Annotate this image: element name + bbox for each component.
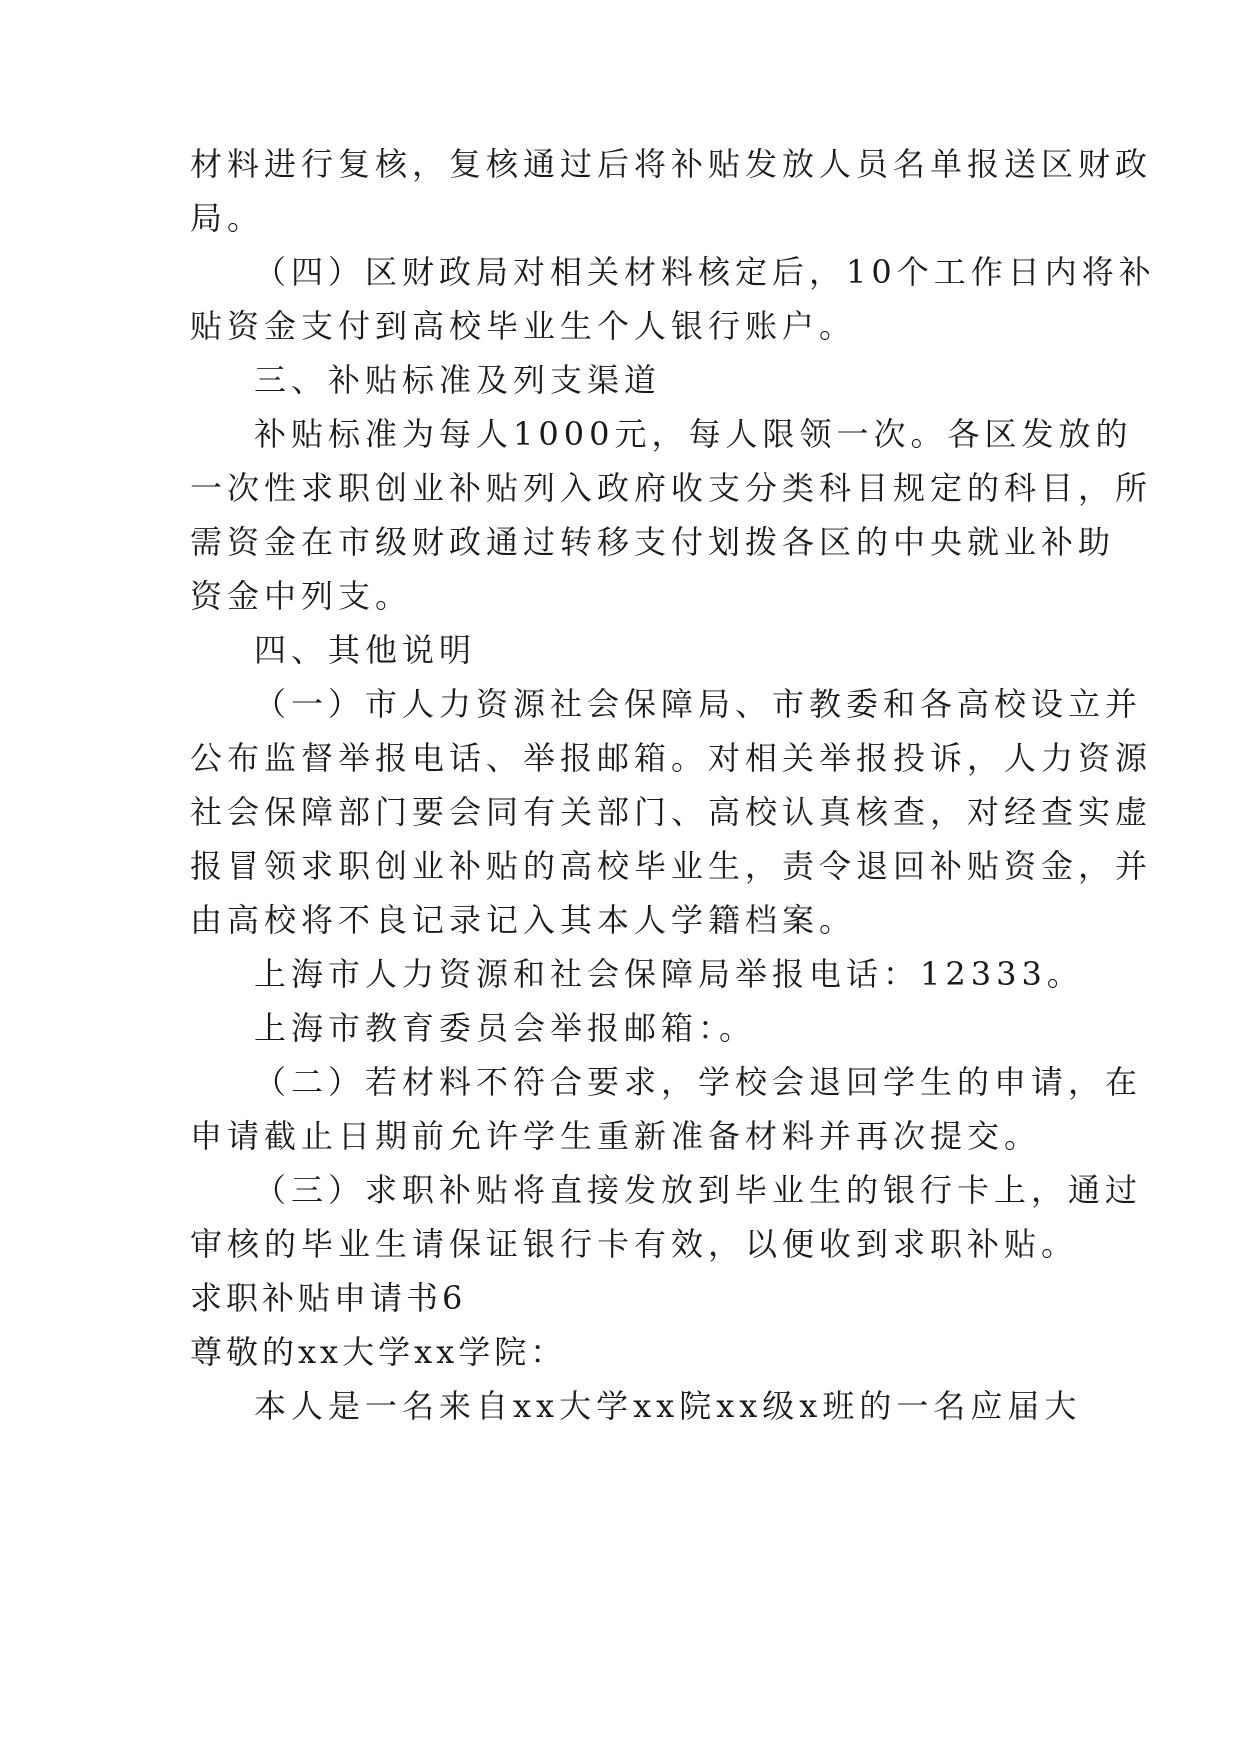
paragraph-line: 局。 <box>190 199 265 237</box>
section-heading: 三、补贴标准及列支渠道 <box>254 361 662 399</box>
paragraph-line: （四）区财政局对相关材料核定后，10个工作日内将补 <box>254 253 1156 291</box>
paragraph-line: 社会保障部门要会同有关部门、高校认真核查，对经查实虚 <box>190 793 1153 831</box>
paragraph-line: 材料进行复核，复核通过后将补贴发放人员名单报送区财政 <box>190 145 1153 183</box>
document-title: 求职补贴申请书6 <box>190 1279 467 1317</box>
paragraph-line: 一次性求职创业补贴列入政府收支分类科目规定的科目，所 <box>190 469 1153 507</box>
paragraph-line: 上海市教育委员会举报邮箱：。 <box>254 1009 757 1047</box>
paragraph-line: 需资金在市级财政通过转移支付划拨各区的中央就业补助 <box>190 523 1116 561</box>
salutation: 尊敬的xx大学xx学院： <box>190 1333 567 1371</box>
paragraph-line: 本人是一名来自xx大学xx院xx级x班的一名应届大 <box>254 1387 1082 1425</box>
paragraph-line: 申请截止日期前允许学生重新准备材料并再次提交。 <box>190 1117 1042 1155</box>
paragraph-line: 贴资金支付到高校毕业生个人银行账户。 <box>190 307 857 345</box>
paragraph-line: （二）若材料不符合要求，学校会退回学生的申请，在 <box>254 1063 1143 1101</box>
paragraph-line: （三）求职补贴将直接发放到毕业生的银行卡上，通过 <box>254 1171 1143 1209</box>
paragraph-line: 由高校将不良记录记入其本人学籍档案。 <box>190 901 857 939</box>
paragraph-line: 公布监督举报电话、举报邮箱。对相关举报投诉，人力资源 <box>190 739 1153 777</box>
paragraph-line: 报冒领求职创业补贴的高校毕业生，责令退回补贴资金，并 <box>190 847 1153 885</box>
section-heading: 四、其他说明 <box>254 631 477 669</box>
paragraph-line: （一）市人力资源社会保障局、市教委和各高校设立并 <box>254 685 1143 723</box>
paragraph-line: 上海市人力资源和社会保障局举报电话：12333。 <box>254 955 1084 993</box>
paragraph-line: 资金中列支。 <box>190 577 413 615</box>
paragraph-line: 审核的毕业生请保证银行卡有效，以便收到求职补贴。 <box>190 1225 1079 1263</box>
paragraph-line: 补贴标准为每人1000元，每人限领一次。各区发放的 <box>254 415 1133 453</box>
